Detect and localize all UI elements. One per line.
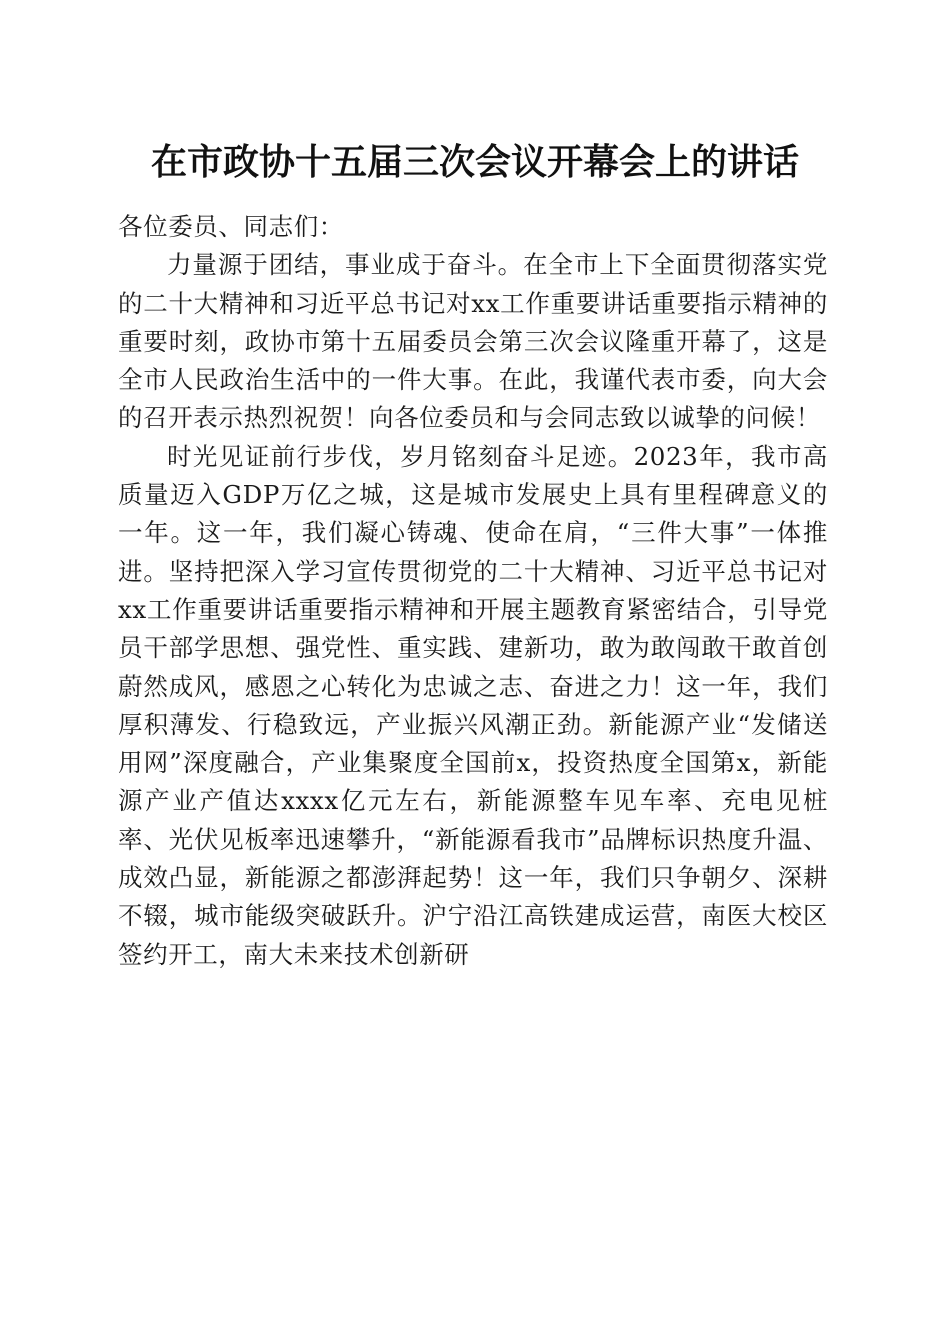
salutation: 各位委员、同志们：: [118, 212, 344, 241]
document-title: 在市政协十五届三次会议开幕会上的讲话: [150, 141, 799, 183]
paragraph-2: 时光见证前行步伐，岁月铭刻奋斗足迹。2023年，我市高质量迈入GDP万亿之城，这是城市发展史上具有里程碑意义的一年。这一年，我们凝心铸魂、使命在肩，“三件大事”一体推进。坚持把深入学习宣传贯彻党的二十大精神、习近平总书记对xx工作重要讲话重要指示精神和开展主题教育紧密结合，引导党员干部学思想、强党性、重实践、建新功，敢为敢闯敢干敢首创蔚然成风，感恩之心转化为忠诚之志、奋进之力！这一年，我们厚积薄发、行稳致远，产业振兴风潮正劲。新能源产业“发储送用网”深度融合，产业集聚度全国前x，投资热度全国第x，新能源产业产值达xxxx亿元左右，新能源整车见车率、充电见桩率、光伏见板率迅速攀升，“新能源看我市”品牌标识热度升温、成效凸显，新能源之都澎湃起势！这一年，我们只争朝夕、深耕不辍，城市能级突破跃升。沪宁沿江高铁建成运营，南医大校区签约开工，南大未来技术创新研: [118, 441, 828, 969]
paragraph-1: 力量源于团结，事业成于奋斗。在全市上下全面贯彻落实党的二十大精神和习近平总书记对xx工作重要讲话重要指示精神的重要时刻，政协市第十五届委员会第三次会议隆重开幕了，这是全市人民政治生活中的一件大事。在此，我谨代表市委，向大会的召开表示热烈祝贺！向各位委员和与会同志致以诚挚的问候！: [118, 250, 828, 433]
document-body: [118, 208, 828, 974]
